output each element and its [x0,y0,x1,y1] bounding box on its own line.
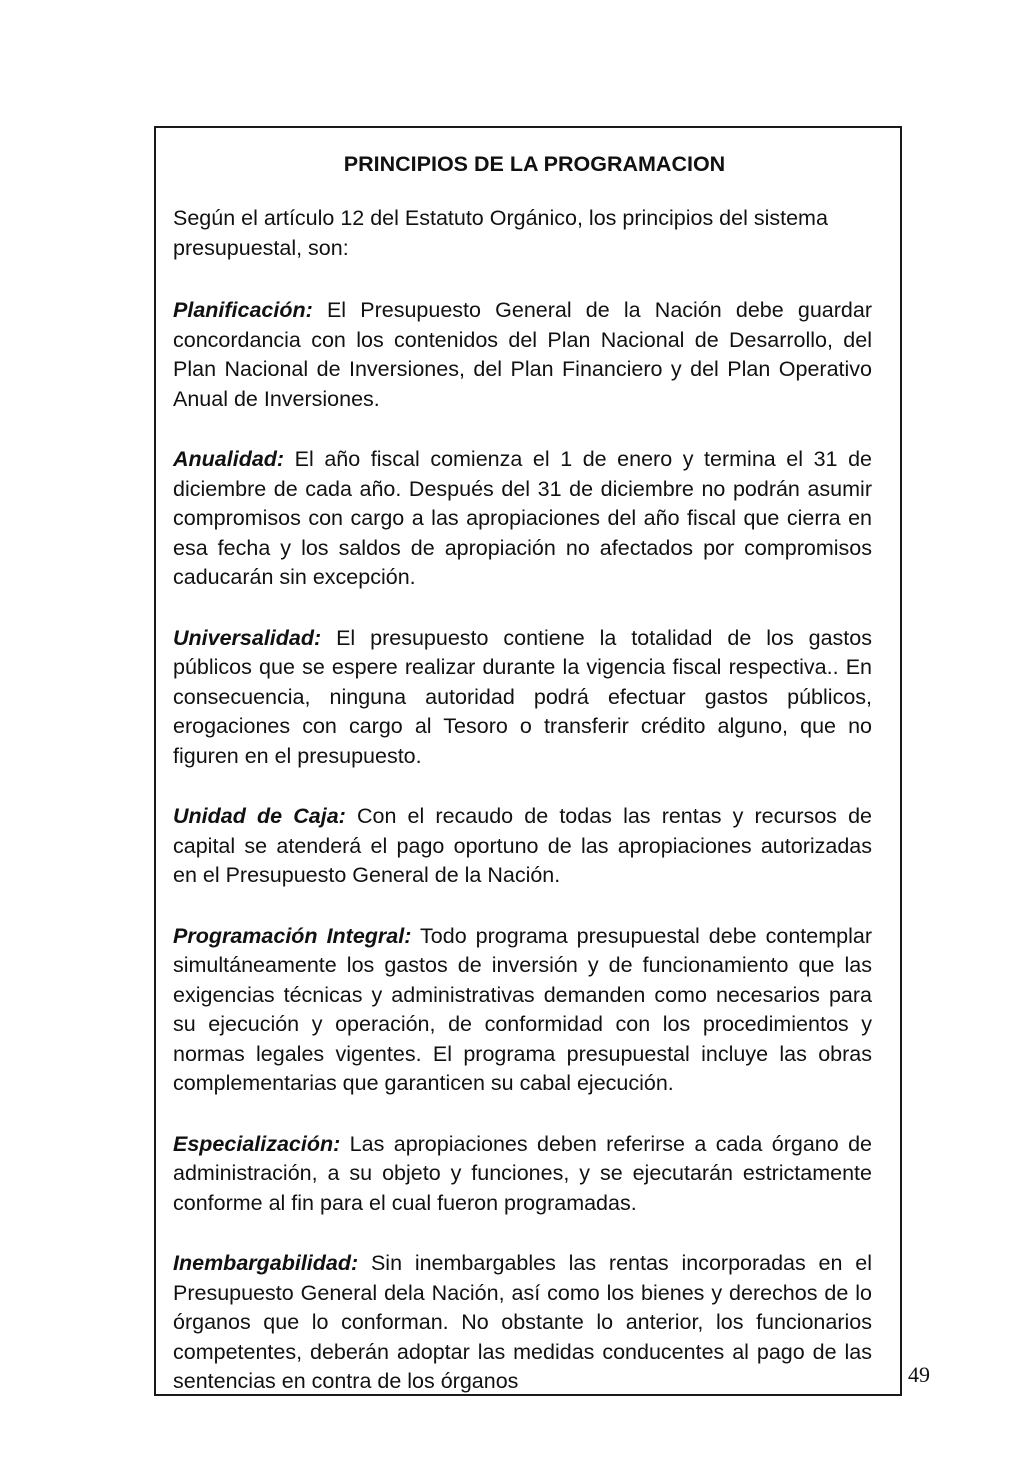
principle-term: Programación Integral: [173,923,412,948]
principle-anualidad [173,445,872,593]
principle-text: El presupuesto contiene la totalidad de los gastos públicos que se espere realizar durante la vigencia fiscal respectiva.. En consecuencia, ninguna autoridad podrá efectuar gastos públicos, erogaciones con cargo al Tesoro o transferir crédito alguno, que no figuren en el presupuesto. [173,625,872,768]
principle-text: Todo programa presupuestal debe contemplar simultáneamente los gastos de inversión y de funcionamiento que las exigencias técnicas y administrativas demanden como necesarios para su ejecución y operación, de conformidad con los procedimientos y normas legales vigentes. El programa presupuestal incluye las obras complementarias que garanticen su cabal ejecución. [173,923,872,1095]
principle-term: Unidad de Caja: [173,804,346,828]
principle-text: El año fiscal comienza el 1 de enero y termina el 31 de diciembre de cada año. Después del 31 de diciembre no podrán asumir compromisos con cargo a las apropiaciones del año fiscal que cierra en esa fecha y los saldos de apropiación no afectados por compromisos caducarán sin excepción. [173,447,872,589]
principle-term: Especialización: [173,1131,341,1156]
principle-text: Las apropiaciones deben referirse a cada órgano de administración, a su objeto y funciones, y se ejecutarán estrictamente conforme al fin para el cual fueron programadas. [173,1131,872,1215]
principle-universalidad [173,624,872,772]
page-number: 49 [908,1362,930,1387]
principle-text: Con el recaudo de todas las rentas y recursos de capital se atenderá el pago oportuno de las apropiaciones autorizadas en el Presupuesto General de la Nación. [173,804,872,887]
principle-text: El Presupuesto General de la Nación debe guardar concordancia con los contenidos del Plan Nacional de Desarrollo, del Plan Nacional de Inversiones, del Plan Financiero y del Plan Operativo Anual de Inversiones. [173,298,872,411]
principle-term: Planificación: [173,298,313,322]
principle-term: Inembargabilidad: [173,1251,359,1275]
principle-especializacion [173,1130,872,1219]
principle-term: Universalidad: [173,625,322,650]
principle-programacion-integral [173,922,872,1099]
document-body [173,150,872,1428]
principle-planificacion [173,296,872,414]
intro-paragraph: Según el artículo 12 del Estatuto Orgánico, los principios del sistema presupuestal, son: [173,206,828,260]
principle-text: Sin inembargables las rentas incorporadas en el Presupuesto General dela Nación, así como los bienes y derechos de lo órganos que lo conforman. No obstante lo anterior, los funcionarios competentes, deberán adoptar las medidas conducentes al pago de las sentencias en contra de los órganos [173,1251,872,1393]
principle-inembargabilidad [173,1249,872,1397]
principle-unidad-de-caja [173,802,872,891]
principle-term: Anualidad: [173,447,285,471]
document-title: PRINCIPIOS DE LA PROGRAMACION [343,152,726,176]
